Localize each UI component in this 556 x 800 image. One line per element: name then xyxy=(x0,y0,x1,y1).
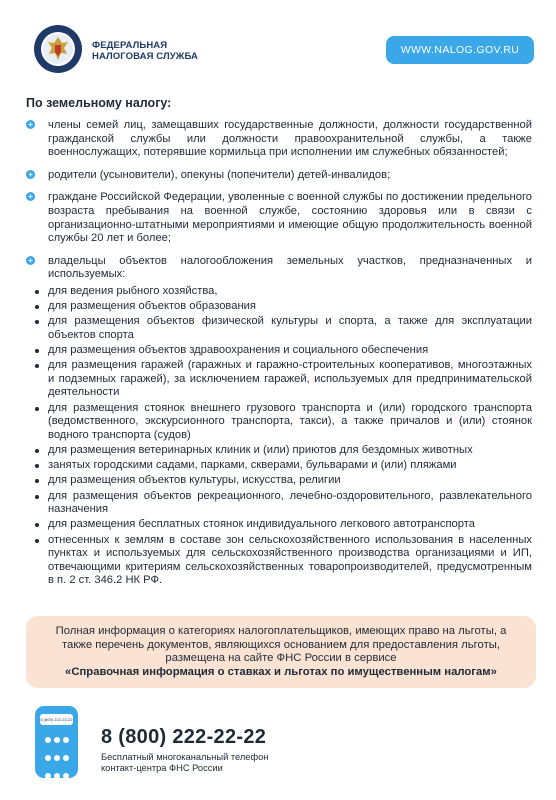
phone-screen: 8 (800) 222-22-22 xyxy=(40,714,73,725)
benefits-section xyxy=(26,96,532,597)
land-purpose-text: для размещения ветеринарных клиник и (или) приютов для бездомных животных xyxy=(48,444,473,457)
land-purpose-text: для размещения объектов здравоохранения и социального обеспечения xyxy=(48,344,429,357)
land-purpose-item xyxy=(32,474,532,488)
land-purpose-text: для размещения объектов рекреационного, лечебно-оздоровительного, развлекательного назначения xyxy=(48,489,532,516)
hotline-desc-line2: контакт-центра ФНС России xyxy=(101,763,223,773)
dot-bullet-icon xyxy=(35,479,39,483)
hotline-desc-line1: Бесплатный многоканальный телефон xyxy=(101,752,269,762)
info-box xyxy=(26,616,536,688)
benefit-item-text: члены семей лиц, замещавших государственные должности, должности государственной гражданской службы или должности правоохранительной службы, а также военнослужащих, потерявшие кормильца при исполнении им служебных обязанностей; xyxy=(48,119,532,159)
land-purpose-item xyxy=(32,300,532,314)
plus-bullet-icon: + xyxy=(26,192,35,201)
dot-bullet-icon xyxy=(35,407,39,411)
benefit-item xyxy=(26,255,532,588)
hotline-number[interactable]: 8 (800) 222-22-22 xyxy=(101,726,267,748)
land-purpose-item xyxy=(32,344,532,358)
dot-bullet-icon xyxy=(35,290,39,294)
dot-bullet-icon xyxy=(35,449,39,453)
info-text: Полная информация о категориях налогоплательщиков, имеющих право на льготы, а также перечень документов, являющихся основанием для предоставления льготы, размещена на сайте ФНС России в сервисе xyxy=(55,625,507,665)
land-purpose-text: для размещения гаражей (гаражных и гаражно-строительных кооперативов, многоэтажных и подземных гаражей), за исключением гаражей, используемых для предпринимательской деятельности xyxy=(48,359,532,399)
land-purpose-item xyxy=(32,459,532,473)
land-purpose-text: для размещения бесплатных стоянок индивидуального легкового автотранспорта xyxy=(48,518,475,531)
land-purpose-text: отнесенных к землям в составе зон сельскохозяйственного использования в населенных пунктах и используемых для сельскохозяйственного производства организациями и ИП, отвечающими критериям сельскохозяйственных товаропроизводителей, предусмотренным в п. 2 ст. 346.2 НК РФ. xyxy=(48,533,532,587)
land-purpose-item xyxy=(32,359,532,400)
land-purpose-item xyxy=(32,444,532,458)
section-title: По земельному налогу: xyxy=(26,96,172,110)
benefit-item xyxy=(26,119,532,160)
dot-bullet-icon xyxy=(35,305,39,309)
land-purpose-text: занятых городскими садами, парками, скверами, бульварами и (или) пляжами xyxy=(48,459,457,472)
fns-emblem-icon xyxy=(33,24,83,74)
land-purpose-item xyxy=(32,534,532,588)
org-name xyxy=(92,40,198,62)
plus-bullet-icon: + xyxy=(26,120,35,129)
benefit-item-text: владельцы объектов налогообложения земельных участков, предназначенных и используемых: xyxy=(48,254,532,281)
benefit-item-text: граждане Российской Федерации, уволенные с военной службы по достижении предельного возраста пребывания на военной службе, состоянию здоровья или в связи с организационно-штатными мероприятиями и имеющие общую продолжительность военной службы 20 лет и более; xyxy=(48,191,532,245)
land-purpose-item xyxy=(32,490,532,517)
land-purpose-list xyxy=(32,285,532,588)
land-purpose-text: для ведения рыбного хозяйства, xyxy=(48,284,218,297)
org-name-line1: ФЕДЕРАЛЬНАЯ xyxy=(92,40,168,51)
service-link[interactable]: «Справочная информация о ставках и льготах по имущественным налогам» xyxy=(65,665,497,678)
dot-bullet-icon xyxy=(35,523,39,527)
keypad-icon xyxy=(43,731,70,800)
phone-icon xyxy=(35,706,78,778)
land-purpose-item xyxy=(32,518,532,532)
land-purpose-text: для размещения объектов физической культуры и спорта, а также для эксплуатации объектов спорта xyxy=(48,315,532,341)
header xyxy=(0,0,556,92)
plus-bullet-icon: + xyxy=(26,256,35,265)
benefit-list xyxy=(26,119,532,588)
dot-bullet-icon xyxy=(35,464,39,468)
dot-bullet-icon xyxy=(35,320,39,324)
land-purpose-item xyxy=(32,315,532,342)
benefit-item xyxy=(26,169,532,183)
land-purpose-text: для размещения стоянок внешнего грузового транспорта и (или) городского транспорта (ведомственного, экскурсионного транспорта, такси), а также причалов и (или) стоянок водного транспорта (судов) xyxy=(48,401,532,441)
hotline-description xyxy=(101,752,268,774)
land-purpose-text: для размещения объектов культуры, искусства, религии xyxy=(48,474,341,487)
website-link[interactable]: WWW.NALOG.GOV.RU xyxy=(386,36,534,64)
land-purpose-text: для размещения объектов образования xyxy=(48,300,256,313)
land-purpose-item xyxy=(32,285,532,299)
benefit-item-text: родители (усыновители), опекуны (попечители) детей-инвалидов; xyxy=(48,168,391,181)
benefit-item xyxy=(26,191,532,245)
land-purpose-item xyxy=(32,402,532,443)
dot-bullet-icon xyxy=(35,364,39,368)
plus-bullet-icon: + xyxy=(26,170,35,179)
dot-bullet-icon xyxy=(35,495,39,499)
org-name-line2: НАЛОГОВАЯ СЛУЖБА xyxy=(92,51,198,62)
dot-bullet-icon xyxy=(35,349,39,353)
dot-bullet-icon xyxy=(35,539,39,543)
